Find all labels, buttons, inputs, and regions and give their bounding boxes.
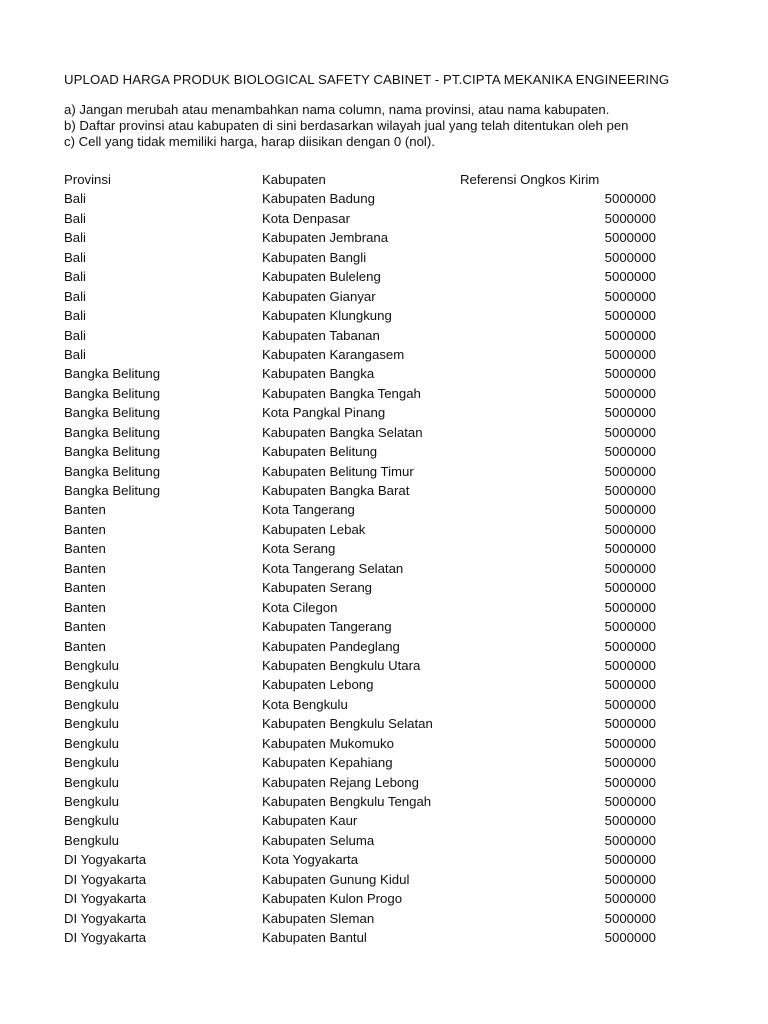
cell-kabupaten: Kota Bengkulu	[262, 696, 348, 712]
price-table	[64, 170, 664, 948]
table-row	[64, 850, 664, 869]
cell-ongkos-kirim: 5000000	[604, 463, 656, 479]
cell-ongkos-kirim: 5000000	[604, 638, 656, 654]
cell-provinsi: Banten	[64, 521, 106, 537]
cell-ongkos-kirim: 5000000	[604, 657, 656, 673]
table-row	[64, 889, 664, 908]
cell-ongkos-kirim: 5000000	[604, 288, 656, 304]
table-row	[64, 578, 664, 597]
cell-ongkos-kirim: 5000000	[604, 599, 656, 615]
cell-ongkos-kirim: 5000000	[604, 774, 656, 790]
cell-kabupaten: Kota Cilegon	[262, 599, 338, 615]
cell-provinsi: DI Yogyakarta	[64, 852, 147, 868]
table-row	[64, 792, 664, 811]
note-c: c) Cell yang tidak memiliki harga, harap diisikan dengan 0 (nol).	[64, 134, 435, 149]
cell-ongkos-kirim: 5000000	[604, 832, 656, 848]
cell-kabupaten: Kabupaten Pandeglang	[262, 638, 400, 654]
cell-ongkos-kirim: 5000000	[604, 755, 656, 771]
cell-kabupaten: Kota Denpasar	[262, 210, 350, 226]
cell-ongkos-kirim: 5000000	[604, 871, 656, 887]
cell-ongkos-kirim: 5000000	[604, 735, 656, 751]
cell-ongkos-kirim: 5000000	[604, 696, 656, 712]
cell-provinsi: Bali	[64, 249, 86, 265]
cell-ongkos-kirim: 5000000	[604, 580, 656, 596]
cell-ongkos-kirim: 5000000	[604, 444, 656, 460]
cell-provinsi: Banten	[64, 560, 106, 576]
table-row	[64, 714, 664, 733]
cell-provinsi: DI Yogyakarta	[64, 891, 147, 907]
cell-provinsi: Banten	[64, 619, 106, 635]
cell-kabupaten: Kota Pangkal Pinang	[262, 405, 386, 421]
cell-ongkos-kirim: 5000000	[604, 346, 656, 362]
cell-kabupaten: Kabupaten Tangerang	[262, 619, 392, 635]
cell-kabupaten: Kabupaten Bangli	[262, 249, 367, 265]
table-row	[64, 403, 664, 422]
cell-kabupaten: Kabupaten Belitung Timur	[262, 463, 414, 479]
table-row	[64, 384, 664, 403]
table-row	[64, 811, 664, 830]
cell-provinsi: Bengkulu	[64, 677, 119, 693]
table-row	[64, 695, 664, 714]
cell-ongkos-kirim: 5000000	[604, 716, 656, 732]
cell-kabupaten: Kabupaten Tabanan	[262, 327, 380, 343]
cell-ongkos-kirim: 5000000	[604, 891, 656, 907]
cell-provinsi: Bangka Belitung	[64, 463, 161, 479]
cell-provinsi: Bangka Belitung	[64, 385, 161, 401]
cell-provinsi: Bangka Belitung	[64, 366, 161, 382]
cell-provinsi: Bali	[64, 269, 86, 285]
cell-provinsi: Bengkulu	[64, 832, 119, 848]
table-row	[64, 228, 664, 247]
table-row	[64, 481, 664, 500]
cell-kabupaten: Kabupaten Sleman	[262, 910, 375, 926]
cell-provinsi: Bali	[64, 288, 86, 304]
cell-kabupaten: Kota Yogyakarta	[262, 852, 359, 868]
cell-kabupaten: Kabupaten Jembrana	[262, 230, 389, 246]
cell-provinsi: Bangka Belitung	[64, 483, 161, 498]
cell-provinsi: Bali	[64, 230, 86, 246]
table-row	[64, 442, 664, 461]
cell-ongkos-kirim: 5000000	[604, 852, 656, 868]
table-row	[64, 734, 664, 753]
header-provinsi: Provinsi	[64, 172, 111, 187]
table-row	[64, 423, 664, 442]
cell-kabupaten: Kabupaten Kaur	[262, 813, 358, 829]
cell-provinsi: DI Yogyakarta	[64, 930, 147, 946]
table-row	[64, 267, 664, 286]
cell-ongkos-kirim: 5000000	[604, 230, 656, 246]
header-ongkos-kirim: Referensi Ongkos Kirim	[460, 172, 600, 187]
cell-provinsi: Banten	[64, 580, 106, 596]
cell-kabupaten: Kabupaten Rejang Lebong	[262, 774, 419, 790]
table-row	[64, 462, 664, 481]
cell-provinsi: Bangka Belitung	[64, 424, 161, 440]
cell-provinsi: Bengkulu	[64, 794, 119, 809]
cell-provinsi: Bengkulu	[64, 755, 119, 771]
cell-provinsi: Banten	[64, 502, 106, 518]
cell-kabupaten: Kota Tangerang	[262, 502, 355, 518]
cell-kabupaten: Kabupaten Belitung	[262, 444, 378, 460]
cell-provinsi: Bengkulu	[64, 735, 119, 751]
cell-provinsi: Banten	[64, 541, 106, 557]
cell-kabupaten: Kabupaten Bengkulu Utara	[262, 657, 421, 673]
cell-provinsi: Bali	[64, 346, 86, 362]
cell-provinsi: Bengkulu	[64, 716, 119, 732]
cell-ongkos-kirim: 5000000	[604, 930, 656, 946]
cell-ongkos-kirim: 5000000	[604, 483, 656, 498]
cell-provinsi: Bengkulu	[64, 657, 119, 673]
cell-kabupaten: Kabupaten Badung	[262, 191, 375, 207]
cell-ongkos-kirim: 5000000	[604, 308, 656, 324]
cell-kabupaten: Kabupaten Mukomuko	[262, 735, 394, 751]
cell-kabupaten: Kabupaten Lebak	[262, 521, 366, 537]
cell-ongkos-kirim: 5000000	[604, 269, 656, 285]
cell-ongkos-kirim: 5000000	[604, 191, 656, 207]
table-row	[64, 870, 664, 889]
table-row	[64, 189, 664, 208]
cell-kabupaten: Kabupaten Bangka Selatan	[262, 424, 423, 440]
table-row	[64, 753, 664, 772]
cell-ongkos-kirim: 5000000	[604, 249, 656, 265]
cell-ongkos-kirim: 5000000	[604, 813, 656, 829]
document-title: UPLOAD HARGA PRODUK BIOLOGICAL SAFETY CABINET - PT.CIPTA MEKANIKA ENGINEERING	[64, 72, 670, 87]
table-row	[64, 209, 664, 228]
cell-provinsi: DI Yogyakarta	[64, 871, 147, 887]
table-row	[64, 248, 664, 267]
table-row	[64, 831, 664, 850]
cell-kabupaten: Kabupaten Bangka	[262, 366, 375, 382]
cell-ongkos-kirim: 5000000	[604, 521, 656, 537]
table-row	[64, 598, 664, 617]
cell-provinsi: Bangka Belitung	[64, 444, 161, 460]
cell-kabupaten: Kabupaten Kepahiang	[262, 755, 393, 771]
cell-ongkos-kirim: 5000000	[604, 405, 656, 421]
cell-ongkos-kirim: 5000000	[604, 385, 656, 401]
instruction-notes	[64, 102, 768, 150]
cell-provinsi: Bali	[64, 327, 86, 343]
cell-kabupaten: Kabupaten Gianyar	[262, 288, 376, 304]
cell-kabupaten: Kota Serang	[262, 541, 336, 557]
cell-kabupaten: Kabupaten Lebong	[262, 677, 374, 693]
note-a: a) Jangan merubah atau menambahkan nama column, nama provinsi, atau nama kabupaten.	[64, 102, 610, 117]
cell-kabupaten: Kabupaten Bantul	[262, 930, 367, 946]
cell-kabupaten: Kabupaten Bangka Tengah	[262, 385, 421, 401]
table-row	[64, 909, 664, 928]
table-row	[64, 287, 664, 306]
cell-ongkos-kirim: 5000000	[604, 794, 656, 809]
cell-provinsi: Bali	[64, 210, 86, 226]
cell-provinsi: Banten	[64, 599, 106, 615]
cell-provinsi: DI Yogyakarta	[64, 910, 147, 926]
cell-kabupaten: Kota Tangerang Selatan	[262, 560, 404, 576]
table-row	[64, 364, 664, 383]
cell-ongkos-kirim: 5000000	[604, 366, 656, 382]
cell-ongkos-kirim: 5000000	[604, 619, 656, 635]
cell-provinsi: Banten	[64, 638, 106, 654]
cell-provinsi: Bali	[64, 191, 86, 207]
cell-provinsi: Bengkulu	[64, 774, 119, 790]
cell-kabupaten: Kabupaten Bengkulu Tengah	[262, 794, 432, 809]
table-header-row	[64, 170, 664, 189]
cell-ongkos-kirim: 5000000	[604, 502, 656, 518]
cell-provinsi: Bengkulu	[64, 813, 119, 829]
table-row	[64, 520, 664, 539]
cell-provinsi: Bangka Belitung	[64, 405, 161, 421]
cell-ongkos-kirim: 5000000	[604, 210, 656, 226]
cell-ongkos-kirim: 5000000	[604, 424, 656, 440]
cell-ongkos-kirim: 5000000	[604, 541, 656, 557]
note-b: b) Daftar provinsi atau kabupaten di sini berdasarkan wilayah jual yang telah ditentukan oleh pen	[64, 118, 629, 133]
table-row	[64, 539, 664, 558]
cell-kabupaten: Kabupaten Kulon Progo	[262, 891, 403, 907]
cell-kabupaten: Kabupaten Klungkung	[262, 308, 392, 324]
table-body	[64, 189, 664, 947]
table-row	[64, 773, 664, 792]
table-row	[64, 617, 664, 636]
table-row	[64, 656, 664, 675]
table-row	[64, 675, 664, 694]
cell-kabupaten: Kabupaten Buleleng	[262, 269, 381, 285]
table-row	[64, 928, 664, 947]
cell-ongkos-kirim: 5000000	[604, 677, 656, 693]
cell-ongkos-kirim: 5000000	[604, 560, 656, 576]
cell-kabupaten: Kabupaten Bengkulu Selatan	[262, 716, 433, 732]
cell-kabupaten: Kabupaten Gunung Kidul	[262, 871, 410, 887]
cell-provinsi: Bengkulu	[64, 696, 119, 712]
table-row	[64, 345, 664, 364]
header-kabupaten: Kabupaten	[262, 172, 326, 187]
cell-provinsi: Bali	[64, 308, 86, 324]
cell-kabupaten: Kabupaten Serang	[262, 580, 372, 596]
cell-kabupaten: Kabupaten Karangasem	[262, 346, 405, 362]
table-row	[64, 500, 664, 519]
table-row	[64, 326, 664, 345]
cell-ongkos-kirim: 5000000	[604, 910, 656, 926]
table-row	[64, 306, 664, 325]
cell-kabupaten: Kabupaten Bangka Barat	[262, 483, 410, 498]
table-row	[64, 637, 664, 656]
cell-kabupaten: Kabupaten Seluma	[262, 832, 375, 848]
cell-ongkos-kirim: 5000000	[604, 327, 656, 343]
table-row	[64, 559, 664, 578]
